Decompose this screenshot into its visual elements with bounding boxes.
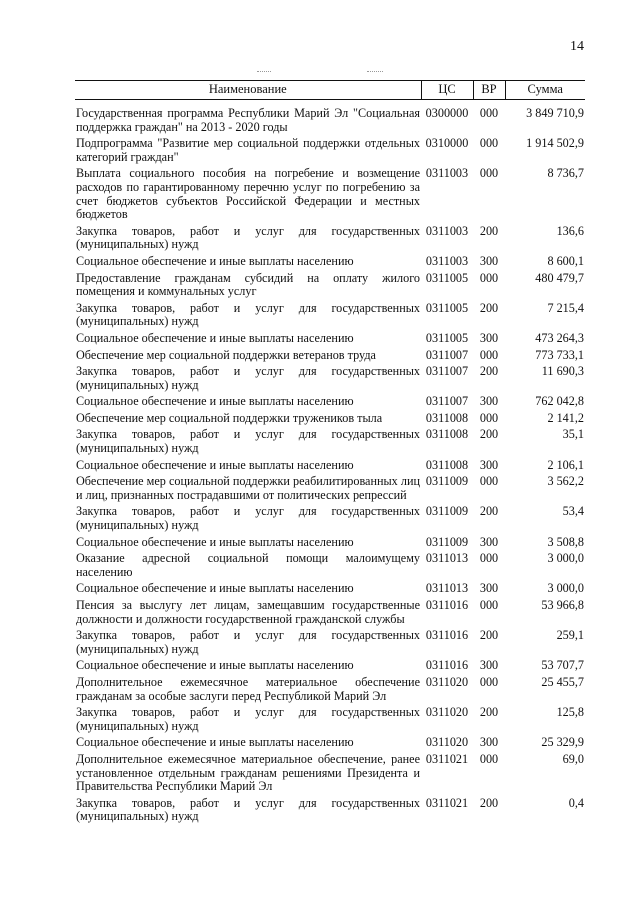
table-row [75,736,585,753]
table-row [75,100,585,138]
table-row [75,599,585,629]
cell-vr: 200 [479,628,499,643]
cell-vr: 200 [479,795,499,810]
header-cs: ЦС [421,81,473,100]
cell-sum: 53 966,8 [541,598,584,612]
cell-name: Социальное обеспечение и иные выплаты населению [76,581,354,596]
cell-name: Обеспечение мер социальной поддержки тружеников тыла [76,410,383,425]
cell-vr: 300 [479,253,499,268]
cell-cs: 0311016 [425,658,469,673]
cell-cs: 0311020 [425,674,469,689]
cell-vr: 200 [479,223,499,238]
cell-vr: 200 [479,504,499,519]
page-number: 14 [570,39,584,54]
table-header-row [75,81,585,100]
cell-vr: 200 [479,705,499,720]
cell-sum: 480 479,7 [535,270,584,285]
cell-cs: 0311003 [425,166,469,181]
cell-cs: 0311003 [425,253,469,268]
cell-cs: 0300000 [425,106,469,120]
cell-cs: 0311005 [425,330,469,345]
table-row [75,412,585,429]
cell-sum: 773 733,1 [535,347,584,362]
cell-sum: 2 106,1 [547,457,584,472]
cell-name: Пенсия за выслугу лет лицам, замещавшим государственные должности и должности государственной гражданской службы [76,598,420,626]
cell-sum: 25 455,7 [541,674,584,689]
cell-vr: 000 [479,551,499,566]
cell-cs: 0311003 [425,223,469,238]
cell-sum: 35,1 [562,427,584,442]
cell-sum: 7 215,4 [547,300,584,315]
cell-name: Выплата социального пособия на погребение и возмещение расходов по гарантированному перечню услуг по погребению за счет бюджетов субъектов Российской Федерации и местных бюджетов [76,166,420,222]
table-row [75,349,585,366]
table-row [75,552,585,582]
cell-vr: 000 [479,347,499,362]
table-row [75,302,585,332]
cell-cs: 0311021 [425,795,469,810]
cell-cs: 0311007 [425,394,469,409]
table-row [75,629,585,659]
cell-name: Государственная программа Республики Марий Эл "Социальная поддержка граждан" на 2013 - 2020 годы [76,106,420,134]
cell-cs: 0311020 [425,735,469,750]
table-row [75,255,585,272]
cell-name: Закупка товаров, работ и услуг для государственных (муниципальных) нужд [76,705,420,733]
cell-name: Подпрограмма "Развитие мер социальной поддержки отдельных категорий граждан" [76,136,420,164]
table-row [75,582,585,599]
cell-sum: 3 562,2 [547,474,584,489]
table-row [75,332,585,349]
cell-cs: 0310000 [425,136,469,151]
cell-sum: 259,1 [556,628,584,643]
cell-name: Закупка товаров, работ и услуг для государственных (муниципальных) нужд [76,628,420,656]
table-row [75,225,585,255]
cell-cs: 0311020 [425,705,469,720]
table-row [75,365,585,395]
cell-name: Социальное обеспечение и иные выплаты населению [76,457,354,472]
table-row [75,676,585,706]
table-body [75,100,585,827]
table-row [75,428,585,458]
scan-artifact [367,71,383,76]
cell-vr: 200 [479,427,499,442]
cell-cs: 0311016 [425,598,469,612]
cell-sum: 125,8 [556,705,584,720]
table-row [75,459,585,476]
cell-vr: 000 [479,106,499,120]
cell-name: Обеспечение мер социальной поддержки реабилитированных лиц и лиц, признанных пострадавшими от политических репрессий [76,474,420,502]
cell-name: Социальное обеспечение и иные выплаты населению [76,534,354,549]
table-row [75,659,585,676]
cell-sum: 2 141,2 [547,410,584,425]
cell-vr: 300 [479,394,499,409]
cell-cs: 0311008 [425,410,469,425]
cell-name: Социальное обеспечение и иные выплаты населению [76,735,354,750]
cell-name: Дополнительное ежемесячное материальное обеспечение гражданам за особые заслуги перед Республикой Марий Эл [76,674,420,703]
cell-cs: 0311009 [425,474,469,489]
cell-vr: 000 [479,136,499,151]
cell-name: Социальное обеспечение и иные выплаты населению [76,253,354,268]
cell-name: Обеспечение мер социальной поддержки ветеранов труда [76,347,376,362]
cell-name: Закупка товаров, работ и услуг для государственных (муниципальных) нужд [76,300,420,329]
cell-cs: 0311009 [425,504,469,519]
table-row [75,536,585,553]
cell-sum: 0,4 [568,795,584,810]
cell-cs: 0311008 [425,427,469,442]
cell-name: Дополнительное ежемесячное материальное обеспечение, ранее установленное отдельным гражданам решениями Президента и Правительства Республики Марий Эл [76,751,420,794]
cell-vr: 000 [479,270,499,285]
cell-cs: 0311021 [425,751,469,766]
cell-name: Социальное обеспечение и иные выплаты населению [76,394,354,409]
table-row [75,167,585,224]
cell-sum: 3 508,8 [547,534,584,549]
cell-sum: 69,0 [562,751,584,766]
cell-cs: 0311007 [425,364,469,379]
cell-vr: 300 [479,457,499,472]
cell-sum: 3 000,0 [547,581,584,596]
cell-vr: 200 [479,300,499,315]
cell-sum: 762 042,8 [535,394,584,409]
cell-sum: 8 600,1 [547,253,584,268]
cell-name: Социальное обеспечение и иные выплаты населению [76,330,354,345]
table-row [75,505,585,535]
cell-vr: 000 [479,166,499,181]
cell-sum: 25 329,9 [541,735,584,750]
table-row [75,272,585,302]
cell-cs: 0311005 [425,270,469,285]
header-vr: ВР [473,81,505,100]
cell-vr: 300 [479,581,499,596]
header-name: Наименование [75,81,421,100]
cell-cs: 0311008 [425,457,469,472]
cell-sum: 8 736,7 [547,166,584,181]
cell-name: Социальное обеспечение и иные выплаты населению [76,658,354,673]
cell-vr: 000 [479,410,499,425]
cell-name: Закупка товаров, работ и услуг для государственных (муниципальных) нужд [76,223,420,252]
cell-cs: 0311009 [425,534,469,549]
cell-vr: 300 [479,735,499,750]
cell-cs: 0311007 [425,347,469,362]
cell-vr: 300 [479,330,499,345]
cell-cs: 0311013 [425,581,469,596]
table-row [75,475,585,505]
cell-vr: 000 [479,598,499,612]
cell-vr: 300 [479,534,499,549]
table-row [75,706,585,736]
cell-cs: 0311005 [425,300,469,315]
budget-table [75,80,585,827]
cell-name: Закупка товаров, работ и услуг для государственных (муниципальных) нужд [76,504,420,533]
cell-name: Закупка товаров, работ и услуг для государственных (муниципальных) нужд [76,795,420,824]
cell-name: Закупка товаров, работ и услуг для государственных (муниципальных) нужд [76,427,420,456]
cell-vr: 200 [479,364,499,379]
cell-name: Закупка товаров, работ и услуг для государственных (муниципальных) нужд [76,364,420,392]
table-row [75,797,585,827]
cell-cs: 0311013 [425,551,469,566]
cell-sum: 3 849 710,9 [526,106,584,120]
cell-sum: 11 690,3 [541,364,584,379]
table-row [75,753,585,797]
cell-vr: 000 [479,474,499,489]
cell-sum: 473 264,3 [535,330,584,345]
cell-cs: 0311016 [425,628,469,643]
cell-name: Оказание адресной социальной помощи малоимущему населению [76,551,420,579]
table-row [75,395,585,412]
cell-sum: 53,4 [562,504,584,519]
cell-sum: 136,6 [556,223,584,238]
table-row [75,137,585,167]
cell-sum: 3 000,0 [547,551,584,566]
cell-sum: 53 707,7 [541,658,584,673]
cell-sum: 1 914 502,9 [526,136,584,151]
cell-name: Предоставление гражданам субсидий на оплату жилого помещения и коммунальных услуг [76,270,420,299]
cell-vr: 300 [479,658,499,673]
cell-vr: 000 [479,674,499,689]
header-sum: Сумма [505,81,585,100]
scan-artifact [257,71,271,76]
cell-vr: 000 [479,751,499,766]
